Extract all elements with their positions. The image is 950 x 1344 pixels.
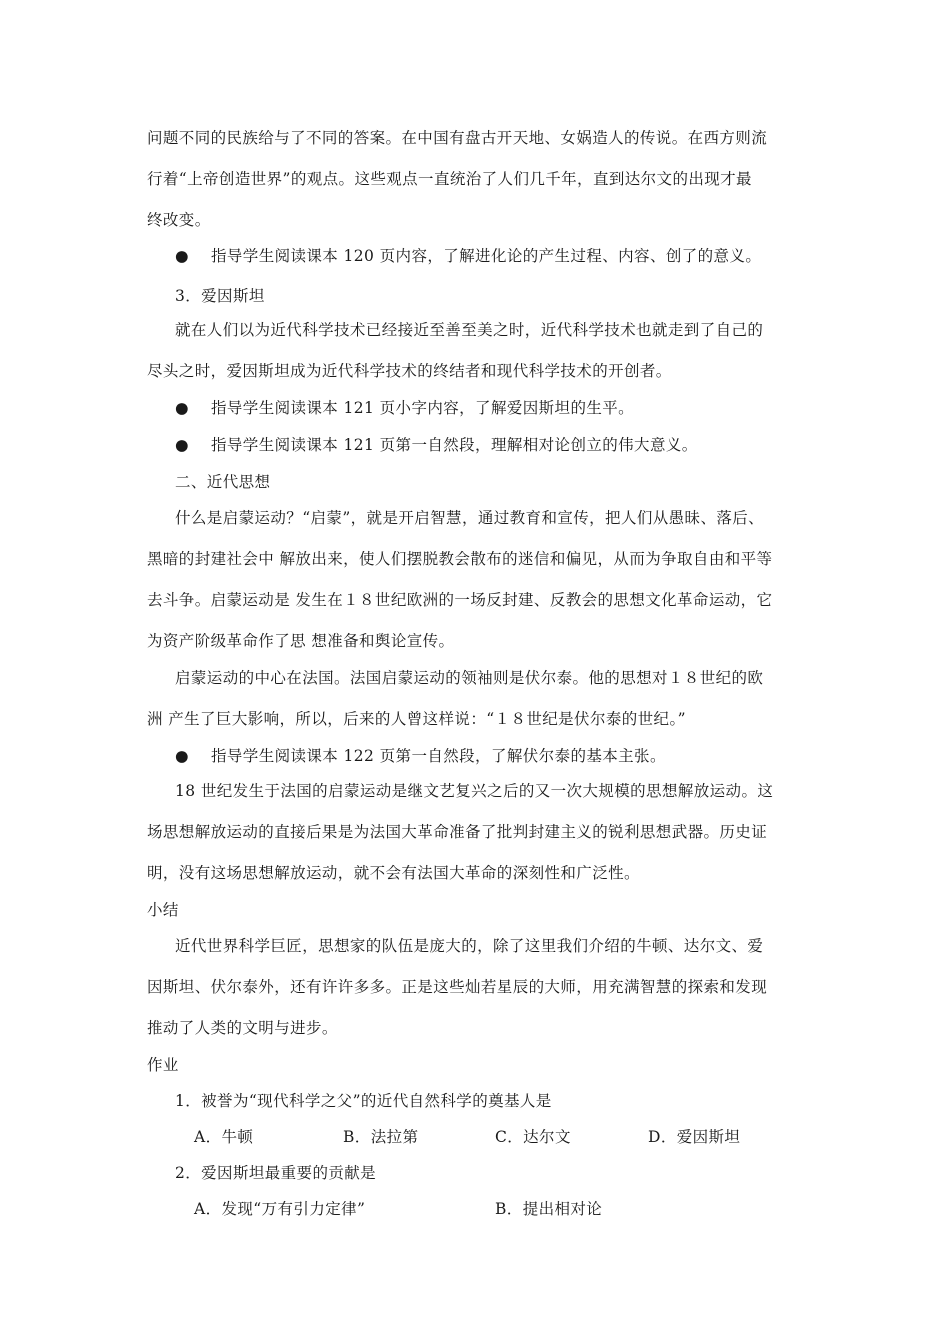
option-a: A．牛顿	[194, 1128, 254, 1146]
para-line: 因斯坦、伏尔泰外，还有许许多多。正是这些灿若星辰的大师，用充满智慧的探索和发现	[147, 978, 768, 996]
section-heading: 小结	[147, 901, 179, 919]
section-heading: 3．爱因斯坦	[175, 287, 265, 305]
option-b: B．法拉第	[343, 1128, 419, 1146]
section-heading: 二、近代思想	[175, 473, 271, 491]
section-heading: 作业	[147, 1056, 179, 1074]
bullet-item	[175, 744, 666, 766]
bullet-text: 指导学生阅读课本 122 页第一自然段，了解伏尔泰的基本主张。	[211, 747, 666, 765]
bullet-item	[175, 396, 634, 418]
para-line: 问题不同的民族给与了不同的答案。在中国有盘古开天地、女娲造人的传说。在西方则流	[147, 129, 768, 147]
para-line: 推动了人类的文明与进步。	[147, 1019, 338, 1037]
option-a: A．发现“万有引力定律”	[194, 1200, 366, 1218]
bullet-icon: ●	[175, 436, 189, 454]
question: 1．被誉为“现代科学之父”的近代自然科学的奠基人是	[175, 1092, 552, 1110]
bullet-item	[175, 244, 761, 266]
para-line: 就在人们以为近代科学技术已经接近至善至美之时，近代科学技术也就走到了自己的	[175, 321, 764, 339]
para-line: 去斗争。启蒙运动是 发生在１８世纪欧洲的一场反封建、反教会的思想文化革命运动，它	[147, 591, 773, 609]
option-c: C．达尔文	[495, 1128, 571, 1146]
para-line: 尽头之时，爱因斯坦成为近代科学技术的终结者和现代科学技术的开创者。	[147, 362, 672, 380]
para-line: 洲 产生了巨大影响，所以，后来的人曾这样说：“１８世纪是伏尔泰的世纪。”	[147, 710, 686, 728]
para-line: 行着“上帝创造世界”的观点。这些观点一直统治了人们几千年，直到达尔文的出现才最	[147, 170, 752, 188]
para-line: 18 世纪发生于法国的启蒙运动是继文艺复兴之后的又一次大规模的思想解放运动。这	[175, 782, 774, 800]
question: 2．爱因斯坦最重要的贡献是	[175, 1164, 377, 1182]
para-line: 近代世界科学巨匠，思想家的队伍是庞大的，除了这里我们介绍的牛顿、达尔文、爱	[175, 937, 764, 955]
option-b: B．提出相对论	[495, 1200, 603, 1218]
bullet-icon: ●	[175, 747, 189, 765]
bullet-icon: ●	[175, 247, 189, 265]
bullet-text: 指导学生阅读课本 121 页第一自然段，理解相对论创立的伟大意义。	[211, 436, 698, 454]
para-line: 明，没有这场思想解放运动，就不会有法国大革命的深刻性和广泛性。	[147, 864, 640, 882]
para-line: 为资产阶级革命作了思 想准备和舆论宣传。	[147, 632, 455, 650]
para-line: 场思想解放运动的直接后果是为法国大革命准备了批判封建主义的锐利思想武器。历史证	[147, 823, 768, 841]
bullet-text: 指导学生阅读课本 120 页内容，了解进化论的产生过程、内容、创了的意义。	[211, 247, 762, 265]
para-line: 黑暗的封建社会中 解放出来，使人们摆脱教会散布的迷信和偏见，从而为争取自由和平等	[147, 550, 773, 568]
bullet-text: 指导学生阅读课本 121 页小字内容，了解爱因斯坦的生平。	[211, 399, 635, 417]
option-d: D．爱因斯坦	[648, 1128, 741, 1146]
para-line: 启蒙运动的中心在法国。法国启蒙运动的领袖则是伏尔泰。他的思想对１８世纪的欧	[175, 669, 764, 687]
bullet-item	[175, 433, 698, 455]
bullet-icon: ●	[175, 399, 189, 417]
para-line: 什么是启蒙运动？“启蒙”，就是开启智慧，通过教育和宣传，把人们从愚昧、落后、	[175, 509, 765, 527]
para-line: 终改变。	[147, 211, 211, 229]
